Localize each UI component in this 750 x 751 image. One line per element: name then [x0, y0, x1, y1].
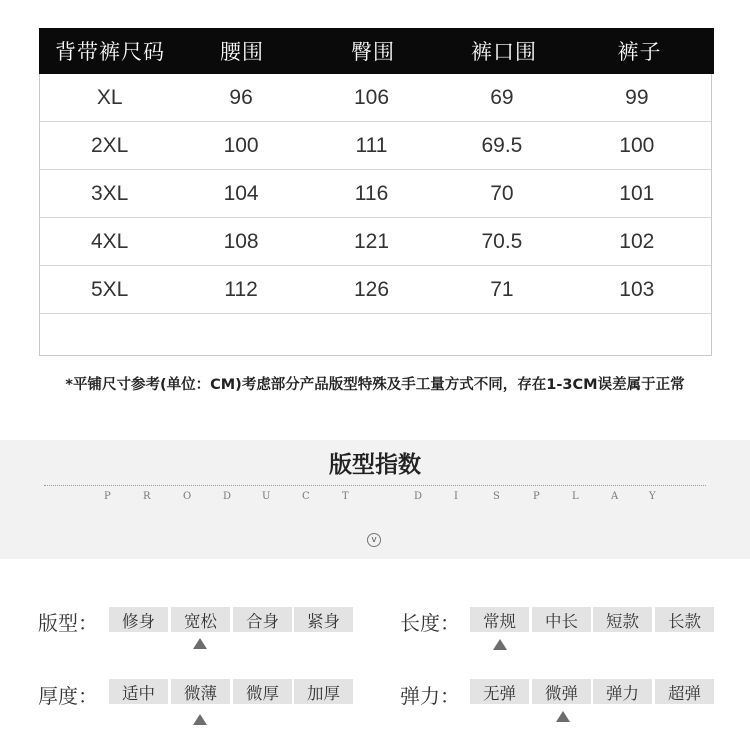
thickness-option: 微厚	[233, 679, 292, 704]
table-cell: 103	[619, 277, 655, 301]
section-title: 版型指数	[329, 452, 421, 478]
header-hip: 臀围	[351, 40, 395, 64]
subtitle-letter: S	[493, 491, 500, 502]
subtitle-letter: P	[104, 491, 111, 502]
thickness-option: 适中	[109, 679, 168, 704]
table-row	[39, 74, 711, 122]
elasticity-option: 超弹	[655, 679, 714, 704]
subtitle-letter: P	[533, 491, 540, 502]
table-cell: 100	[619, 133, 655, 157]
subtitle-letter: R	[143, 491, 151, 502]
table-cell: 71	[490, 277, 514, 301]
table-cell: 5XL	[91, 277, 129, 301]
table-cell: 106	[353, 85, 390, 109]
fit-label: 版型：	[38, 611, 98, 635]
table-cell: 112	[224, 277, 258, 301]
header-length: 裤子	[617, 40, 662, 64]
table-cell: 69.5	[481, 133, 523, 157]
subtitle-letter: U	[262, 491, 271, 502]
table-cell: 102	[619, 229, 655, 253]
header-waist: 腰围	[220, 40, 264, 64]
table-cell: 4XL	[91, 229, 129, 253]
thickness-option: 加厚	[294, 679, 353, 704]
subtitle-letter: D	[223, 491, 232, 502]
elasticity-option: 弹力	[593, 679, 652, 704]
fit-option-selected: 宽松	[171, 607, 230, 632]
length-option: 短款	[593, 607, 652, 632]
table-cell: 100	[223, 133, 259, 157]
measurement-note: *平铺尺寸参考(单位：CM)考虑部分产品版型特殊及手工量方式不同，存在1-3CM误差属于正常	[65, 377, 685, 393]
table-cell: 104	[223, 181, 259, 205]
section-subtitle	[0, 491, 750, 505]
table-cell: 70.5	[481, 229, 523, 253]
table-cell: 108	[223, 229, 259, 253]
length-option: 长款	[655, 607, 714, 632]
subtitle-letter: A	[611, 491, 619, 502]
table-cell: 2XL	[91, 133, 129, 157]
table-cell: 96	[229, 85, 253, 109]
thickness-option-selected: 微薄	[171, 679, 230, 704]
table-row	[39, 122, 711, 170]
table-row-empty	[40, 314, 711, 358]
thickness-label: 厚度：	[38, 684, 98, 708]
selected-indicator-icon	[556, 711, 570, 722]
table-cell: 69	[490, 85, 514, 109]
header-size: 背带裤尺码	[55, 40, 165, 64]
selected-indicator-icon	[193, 714, 207, 725]
header-leg-opening: 裤口围	[471, 40, 537, 64]
table-cell: 99	[625, 85, 649, 109]
dotted-divider	[44, 485, 706, 486]
subtitle-letter: Y	[649, 491, 656, 502]
fit-option: 修身	[109, 607, 168, 632]
length-option: 中长	[532, 607, 591, 632]
size-table-body	[40, 74, 711, 358]
selected-indicator-icon	[193, 638, 207, 649]
fit-option: 紧身	[294, 607, 353, 632]
fit-index-band	[0, 440, 750, 559]
subtitle-letter: I	[454, 491, 458, 502]
length-option-selected: 常规	[470, 607, 529, 632]
table-cell: 121	[353, 229, 390, 253]
fit-option: 合身	[233, 607, 292, 632]
table-cell: 3XL	[91, 181, 129, 205]
subtitle-letter: D	[414, 491, 423, 502]
table-cell: 116	[354, 181, 389, 205]
length-label: 长度：	[400, 611, 460, 635]
size-table-header	[39, 28, 714, 74]
table-cell: XL	[96, 85, 123, 109]
chevron-down-icon: v	[367, 533, 381, 547]
elasticity-label: 弹力：	[400, 684, 460, 708]
selected-indicator-icon	[493, 639, 507, 650]
elasticity-option: 无弹	[470, 679, 529, 704]
size-table	[39, 28, 712, 356]
subtitle-letter: T	[342, 491, 349, 502]
table-row	[39, 266, 711, 314]
table-row	[39, 218, 711, 266]
table-cell: 101	[619, 181, 655, 205]
table-cell: 70	[490, 181, 514, 205]
subtitle-letter: L	[572, 491, 579, 502]
table-cell: 126	[353, 277, 390, 301]
elasticity-option-selected: 微弹	[532, 679, 591, 704]
subtitle-letter: C	[302, 491, 310, 502]
table-cell: 111	[355, 133, 388, 157]
table-row	[39, 170, 711, 218]
subtitle-letter: O	[183, 491, 192, 502]
